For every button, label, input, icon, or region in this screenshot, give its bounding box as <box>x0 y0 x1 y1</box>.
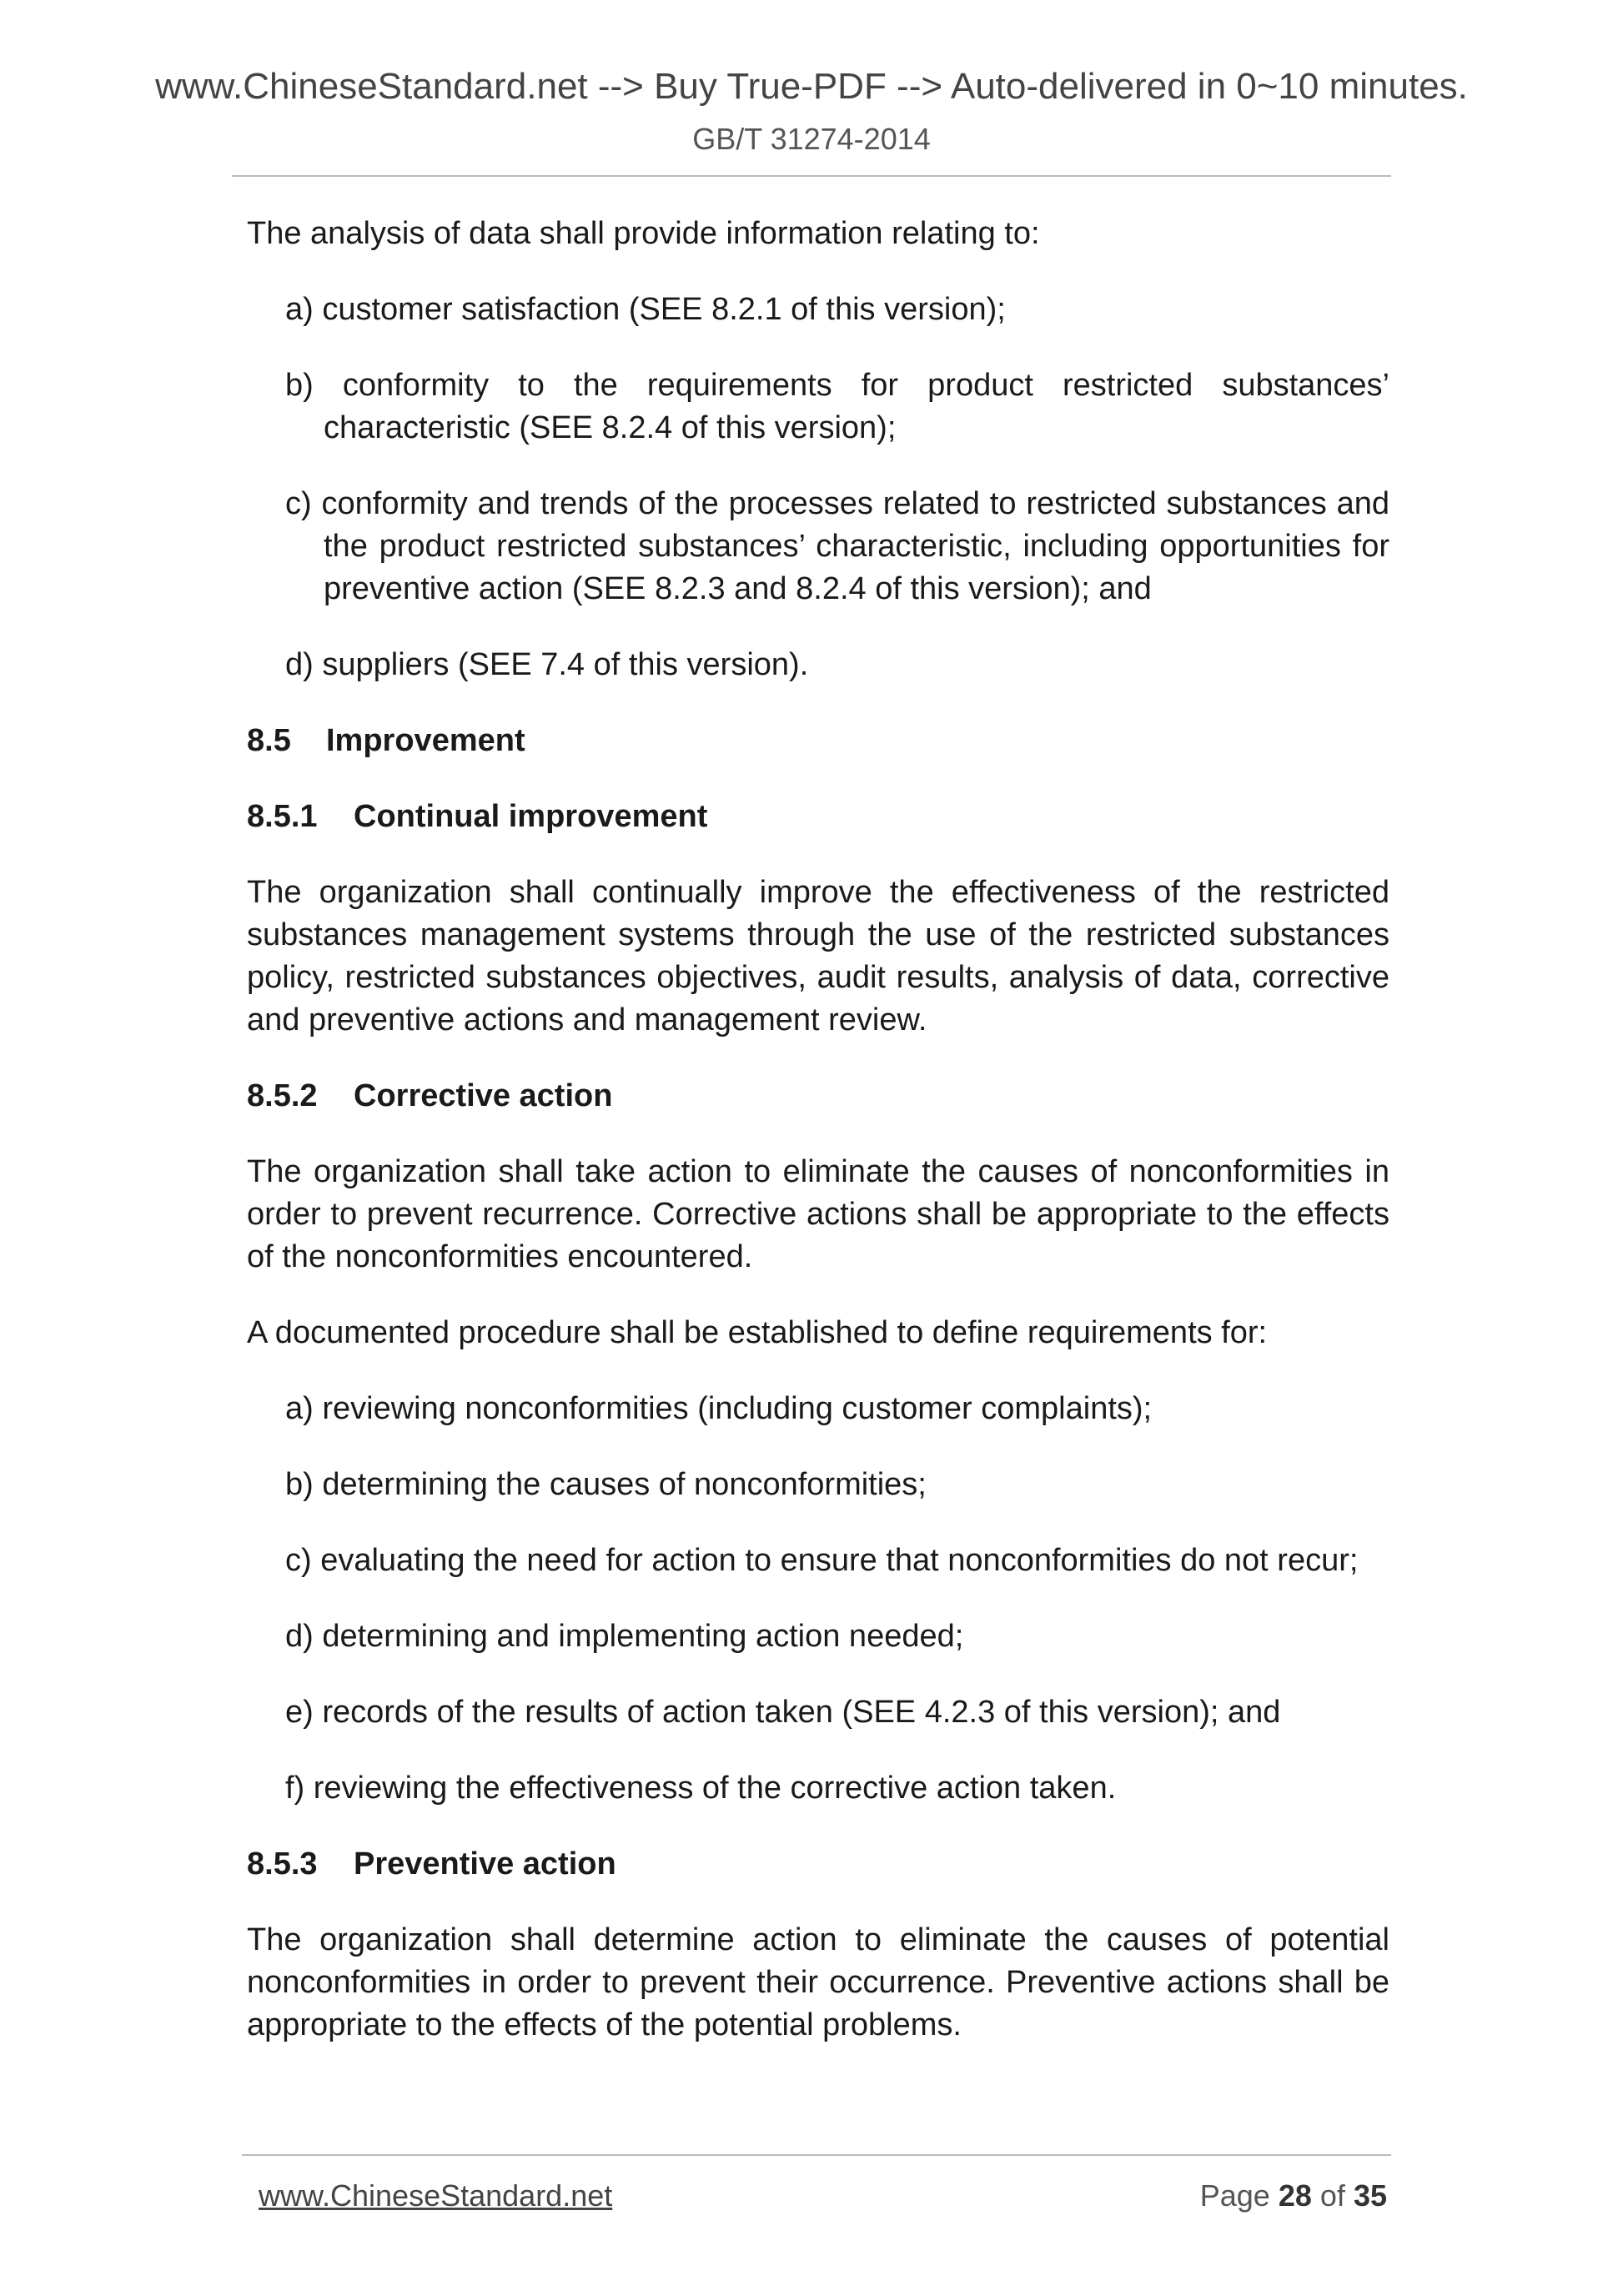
current-page-number: 28 <box>1278 2178 1312 2213</box>
page-of-word: of <box>1319 2178 1345 2213</box>
section-number: 8.5 <box>247 723 291 758</box>
total-page-number: 35 <box>1353 2178 1387 2213</box>
section-title: Continual improvement <box>354 799 708 834</box>
preventive-action-paragraph: The organization shall determine action to eliminate the causes of potential nonconformities in order to prevent their occurrence. Preventive actions shall be appropriate to the effects of the potential problems. <box>247 1922 1389 2042</box>
standard-code: GB/T 31274-2014 <box>692 122 931 156</box>
intro-paragraph: The analysis of data shall provide information relating to: <box>247 216 1040 251</box>
analysis-item-b: b) conformity to the requirements for product restricted substances’ characteristic (SEE 8.2.4 of this version); <box>285 368 1389 445</box>
section-number: 8.5.2 <box>247 1078 318 1113</box>
corrective-action-paragraph: The organization shall take action to eliminate the causes of nonconformities in order to prevent recurrence. Corrective actions shall be appropriate to the effects of the nonconformities encountered. <box>247 1154 1389 1274</box>
corrective-item-a: a) reviewing nonconformities (including customer complaints); <box>285 1391 1153 1426</box>
corrective-item-f: f) reviewing the effectiveness of the corrective action taken. <box>285 1771 1117 1806</box>
section-heading-8-5-1 <box>247 796 1389 838</box>
section-title: Corrective action <box>354 1078 613 1113</box>
section-number: 8.5.3 <box>247 1846 318 1882</box>
footer-site-link[interactable]: www.ChineseStandard.net <box>259 2178 613 2213</box>
corrective-item-d: d) determining and implementing action needed; <box>285 1619 964 1654</box>
header-divider <box>232 175 1391 177</box>
section-title: Preventive action <box>354 1846 616 1882</box>
section-heading-8-5-2 <box>247 1075 1389 1118</box>
section-number: 8.5.1 <box>247 799 318 834</box>
continual-improvement-paragraph: The organization shall continually improve the effectiveness of the restricted substances management systems through the use of the restricted substances policy, restricted substances objectives, audit results, analysis of data, corrective and preventive actions and management review. <box>247 875 1389 1037</box>
section-heading-8-5 <box>247 720 1389 762</box>
corrective-item-e: e) records of the results of action taken (SEE 4.2.3 of this version); and <box>285 1695 1281 1730</box>
section-heading-8-5-3 <box>247 1843 1389 1886</box>
analysis-item-c: c) conformity and trends of the processes related to restricted substances and the product restricted substances’ characteristic, including opportunities for preventive action (SEE 8.2.3 and 8.2.4 of this version); and <box>285 486 1389 606</box>
page-indicator <box>1200 2178 1387 2213</box>
analysis-item-d: d) suppliers (SEE 7.4 of this version). <box>285 647 809 682</box>
corrective-item-c: c) evaluating the need for action to ensure that nonconformities do not recur; <box>285 1543 1359 1578</box>
header-banner: www.ChineseStandard.net --> Buy True-PDF --> Auto-delivered in 0~10 minutes. <box>155 66 1468 107</box>
page-word: Page <box>1199 2178 1270 2213</box>
procedure-paragraph: A documented procedure shall be established to define requirements for: <box>247 1315 1268 1350</box>
section-title: Improvement <box>326 723 525 758</box>
footer-divider <box>242 2154 1391 2156</box>
analysis-item-a: a) customer satisfaction (SEE 8.2.1 of this version); <box>285 292 1006 327</box>
corrective-item-b: b) determining the causes of nonconformities; <box>285 1467 927 1502</box>
page-content <box>247 213 1389 2080</box>
